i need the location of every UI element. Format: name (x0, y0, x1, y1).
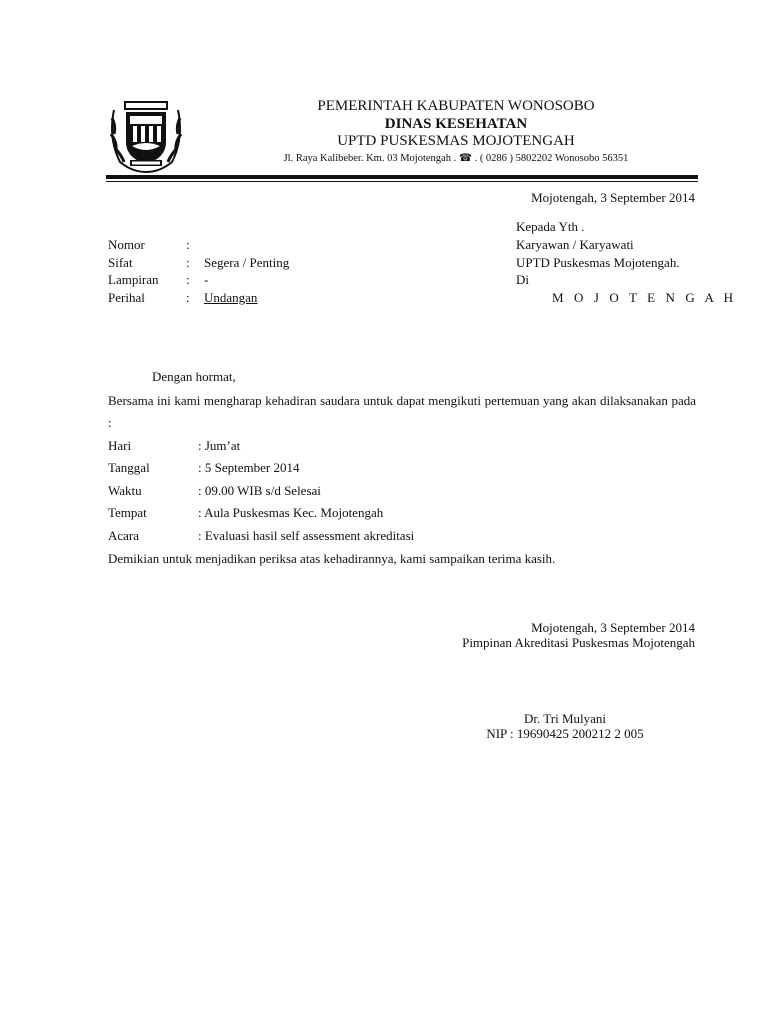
kop-dinas: DINAS KESEHATAN (384, 116, 528, 132)
signature-position: Pimpinan Akreditasi Puskesmas Mojotengah (462, 635, 695, 650)
detail-label-hari: Hari (108, 438, 132, 453)
detail-value-waktu: : 09.00 WIB s/d Selesai (198, 483, 321, 498)
detail-value-acara: : Evaluasi hasil self assessment akreditasi (198, 528, 415, 543)
detail-label-waktu: Waktu (108, 483, 142, 498)
recipient-kepada: Kepada Yth . (516, 219, 585, 234)
letterhead-rule-thick (106, 175, 698, 179)
kabupaten-emblem-logo (106, 98, 186, 174)
letter-date: Mojotengah, 3 September 2014 (531, 190, 695, 205)
detail-value-hari: : Jum’at (198, 438, 241, 453)
intro-paragraph: Bersama ini kami mengharap kehadiran saudara untuk dapat mengikuti pertemuan yang akan dilaksanakan pada : (108, 393, 696, 430)
meta-colon: : (186, 237, 190, 252)
recipient-karyawan: Karyawan / Karyawati (516, 237, 634, 252)
recipient-location: M O J O T E N G A H (552, 290, 737, 305)
meta-label-sifat: Sifat (108, 255, 133, 270)
kop-address (190, 152, 722, 164)
meta-colon: : (186, 255, 190, 270)
meta-label-perihal: Perihal (108, 290, 145, 305)
kop-uptd: UPTD PUSKESMAS MOJOTENGAH (337, 133, 575, 149)
signatory-name: Dr. Tri Mulyani (524, 711, 606, 726)
detail-value-tempat: : Aula Puskesmas Kec. Mojotengah (198, 505, 384, 520)
meta-value-sifat: Segera / Penting (204, 255, 290, 270)
detail-label-acara: Acara (108, 528, 140, 543)
detail-value-tanggal: : 5 September 2014 (198, 460, 300, 475)
meta-colon: : (186, 272, 190, 287)
address-text: Jl. Raya Kalibeber. Km. 03 Mojotengah . (283, 153, 457, 164)
kop-pemerintah: PEMERINTAH KABUPATEN WONOSOBO (317, 98, 595, 114)
letterhead-rule-thin (106, 181, 698, 182)
signatory-nip: NIP : 19690425 200212 2 005 (486, 726, 644, 741)
meta-label-lampiran: Lampiran (108, 272, 159, 287)
recipient-di: Di (516, 272, 529, 287)
meta-label-nomor: Nomor (108, 237, 145, 252)
meta-value-perihal: Undangan (204, 290, 258, 305)
greeting: Dengan hormat, (152, 369, 236, 384)
signature-place-date: Mojotengah, 3 September 2014 (531, 620, 695, 635)
detail-label-tempat: Tempat (108, 505, 147, 520)
closing-sentence: Demikian untuk menjadikan periksa atas kehadirannya, kami sampaikan terima kasih. (108, 551, 556, 566)
meta-value-lampiran: - (204, 272, 209, 287)
phone-icon: ☎ (458, 153, 472, 164)
meta-colon: : (186, 290, 190, 305)
recipient-uptd: UPTD Puskesmas Mojotengah. (516, 255, 680, 270)
phone-text: . ( 0286 ) 5802202 Wonosobo 56351 (474, 153, 629, 164)
detail-label-tanggal: Tanggal (108, 460, 150, 475)
